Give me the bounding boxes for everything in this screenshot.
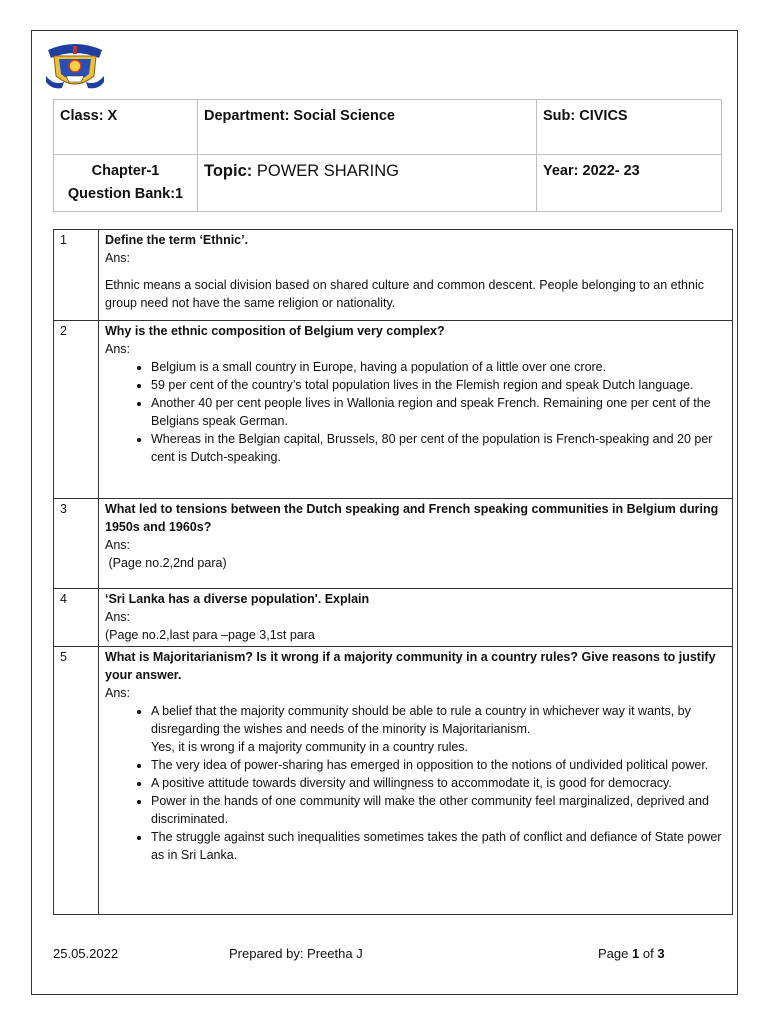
answer-bullet: • Another 40 per cent people lives in Wallonia region and speak French. Remaining one per cent of the Belgians speak German. — [151, 394, 726, 430]
department-cell — [198, 100, 537, 155]
class-label: Class: X — [60, 108, 118, 124]
school-crest-logo — [44, 36, 106, 94]
ans-label: Ans: — [105, 610, 131, 624]
ans-label: Ans: — [105, 342, 131, 356]
question-cell — [99, 589, 733, 647]
class-cell — [54, 100, 198, 155]
answer-text: (Page no.2,2nd para) — [105, 556, 227, 570]
question-row-1 — [54, 230, 733, 321]
year-cell — [537, 155, 722, 212]
question-number: 5 — [54, 647, 99, 915]
footer-page-number — [598, 946, 665, 961]
answer-bullet: • The struggle against such inequalities sometimes takes the path of conflict and defiance of State power as in Sri Lanka. — [151, 828, 726, 864]
question-text: What is Majoritarianism? Is it wrong if a majority community in a country rules? Give reasons to justify your answer. — [105, 650, 716, 682]
topic-prefix: Topic: — [204, 162, 253, 180]
answer-bullet — [151, 702, 726, 738]
ans-label: Ans: — [105, 686, 131, 700]
footer-date: 25.05.2022 — [53, 946, 119, 961]
subject-label: Sub: CIVICS — [543, 108, 628, 124]
question-row-2 — [54, 321, 733, 499]
page-prefix: Page — [598, 946, 629, 961]
department-label: Department: Social Science — [204, 108, 395, 124]
page-current: 1 — [632, 946, 640, 961]
ans-label: Ans: — [105, 538, 131, 552]
question-row-4 — [54, 589, 733, 647]
question-number: 1 — [54, 230, 99, 321]
question-number: 4 — [54, 589, 99, 647]
question-text: ‘Sri Lanka has a diverse population'. Explain — [105, 592, 370, 606]
question-number: 3 — [54, 499, 99, 589]
answer-bullet: • Whereas in the Belgian capital, Brussels, 80 per cent of the population is French-speaking and 20 per cent is Dutch-speaking. — [151, 430, 726, 466]
footer-prepared-by: Prepared by: Preetha J — [229, 946, 363, 961]
question-cell — [99, 499, 733, 589]
subject-cell — [537, 100, 722, 155]
question-row-3 — [54, 499, 733, 589]
answer-bullet-list — [105, 756, 726, 864]
page-of: of — [642, 946, 654, 961]
answer-bullet-text: A belief that the majority community should be able to rule a country in whichever way it wants, by disregarding the wishes and needs of the minority is Majoritarianism. — [151, 704, 691, 736]
answer-bullet: • Power in the hands of one community will make the other community feel marginalized, deprived and discriminated. — [151, 792, 726, 828]
question-text: Define the term ‘Ethnic’. — [105, 233, 249, 247]
year-label: Year: 2022- 23 — [543, 163, 640, 179]
topic-value: POWER SHARING — [256, 162, 399, 180]
topic-cell — [198, 155, 537, 212]
question-bank-label: Question Bank:1 — [67, 186, 184, 202]
answer-text: Ethnic means a social division based on shared culture and common descent. People belonging to an ethnic group need not have the same religion or nationality. — [105, 278, 704, 310]
question-cell — [99, 321, 733, 499]
chapter-cell — [54, 155, 198, 212]
question-row-5 — [54, 647, 733, 915]
answer-bullet: • 59 per cent of the country’s total population lives in the Flemish region and speak Dutch language. — [151, 376, 726, 394]
question-number: 2 — [54, 321, 99, 499]
answer-continuation: Yes, it is wrong if a majority community in a country rules. — [151, 740, 469, 754]
answer-bullet: • A positive attitude towards diversity and willingness to accommodate it, is good for democracy. — [151, 774, 726, 792]
question-table — [53, 229, 733, 915]
header-table — [53, 99, 722, 212]
question-text: What led to tensions between the Dutch speaking and French speaking communities in Belgium during 1950s and 1960s? — [105, 502, 719, 534]
answer-text: (Page no.2,last para –page 3,1st para — [105, 628, 315, 642]
question-text: Why is the ethnic composition of Belgium very complex? — [105, 324, 445, 338]
chapter-label: Chapter-1 — [91, 163, 160, 179]
ans-label: Ans: — [105, 251, 131, 265]
answer-bullet-list — [105, 358, 726, 466]
answer-bullet-list — [105, 702, 726, 738]
page-total: 3 — [657, 946, 665, 961]
question-cell — [99, 230, 733, 321]
answer-bullet: • The very idea of power-sharing has emerged in opposition to the notions of undivided political power. — [151, 756, 726, 774]
question-cell — [99, 647, 733, 915]
answer-bullet: • Belgium is a small country in Europe, having a population of a little over one crore. — [151, 358, 726, 376]
